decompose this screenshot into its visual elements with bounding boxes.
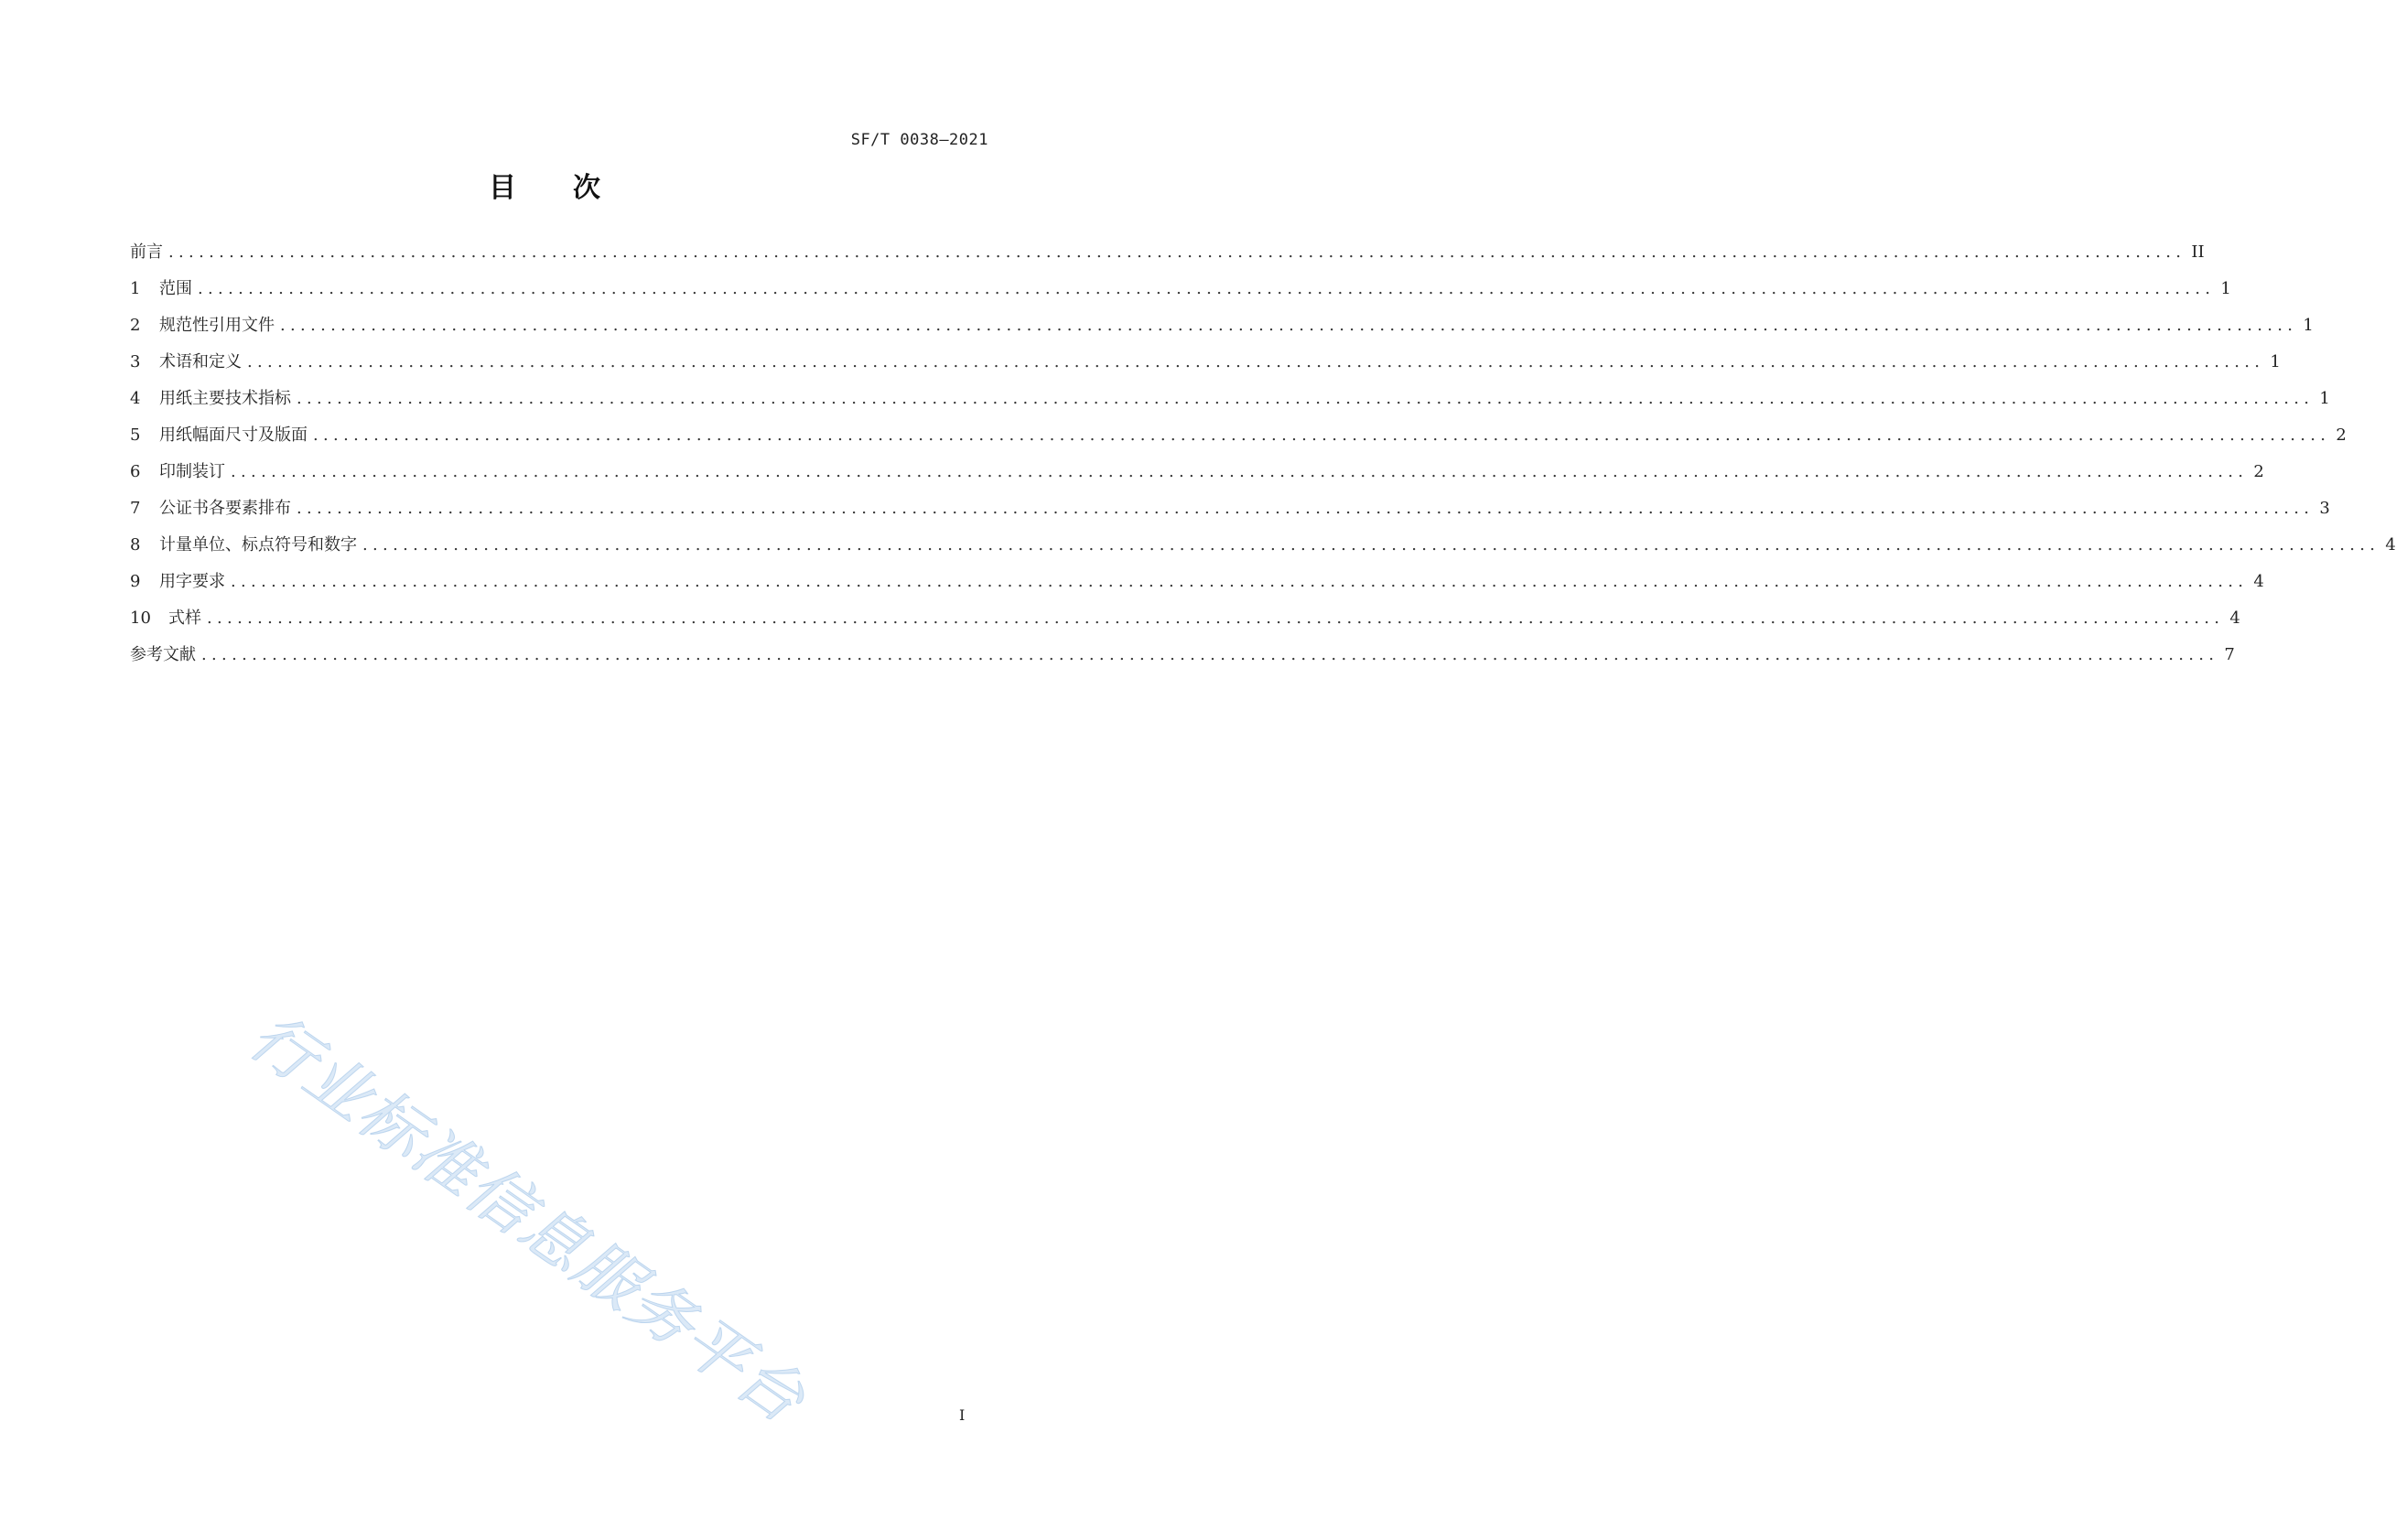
watermark: 行业标准信息服务平台 (236, 998, 820, 1438)
table-of-contents (130, 242, 2396, 682)
toc-leader-dots: ........................................................................................................................................................................................................ (247, 352, 2265, 372)
toc-entry-label: 印制装订 (159, 462, 225, 481)
toc-entry-page: 2 (2336, 425, 2347, 445)
toc-leader-dots: ........................................................................................................................................................................................................ (168, 242, 2186, 262)
toc-entry-label: 用纸幅面尺寸及版面 (159, 425, 308, 445)
toc-entry-page: 7 (2224, 645, 2235, 664)
toc-entry-label: 参考文献 (130, 645, 196, 664)
toc-leader-dots: ........................................................................................................................................................................................................ (297, 389, 2315, 408)
toc-entry-number: 3 (130, 352, 141, 372)
toc-leader-dots: ........................................................................................................................................................................................................ (198, 279, 2216, 298)
toc-entry-8[interactable] (130, 535, 2396, 572)
toc-entry-5[interactable] (130, 425, 2347, 462)
toc-entry-7[interactable] (130, 499, 2330, 535)
toc-leader-dots: ........................................................................................................................................................................................................ (313, 425, 2331, 445)
toc-entry-3[interactable] (130, 352, 2281, 389)
toc-entry-label: 计量单位、标点符号和数字 (159, 535, 357, 555)
toc-entry-page: 1 (2303, 316, 2314, 335)
toc-leader-dots: ........................................................................................................................................................................................................ (207, 608, 2225, 628)
toc-entry-number: 9 (130, 572, 141, 591)
toc-entry-page: 1 (2270, 352, 2281, 372)
toc-entry-page: 1 (2220, 279, 2231, 298)
toc-entry-page: 4 (2229, 608, 2240, 628)
toc-entry-page: 4 (2385, 535, 2396, 555)
toc-entry-page: 2 (2253, 462, 2264, 481)
page-title: 目次 (489, 172, 657, 204)
toc-entry-label: 用纸主要技术指标 (159, 389, 291, 408)
toc-leader-dots: ........................................................................................................................................................................................................ (231, 572, 2249, 591)
toc-entry-number: 7 (130, 499, 141, 518)
toc-entry-page: 1 (2319, 389, 2330, 408)
toc-entry-label: 范围 (159, 279, 192, 298)
toc-entry-foreword[interactable] (130, 242, 2205, 279)
toc-leader-dots: ........................................................................................................................................................................................................ (280, 316, 2298, 335)
toc-entry-1[interactable] (130, 279, 2231, 316)
toc-leader-dots: ........................................................................................................................................................................................................ (201, 645, 2219, 664)
toc-entry-bibliography[interactable] (130, 645, 2235, 682)
toc-entry-2[interactable] (130, 316, 2314, 352)
toc-entry-page: 4 (2253, 572, 2264, 591)
toc-entry-label: 规范性引用文件 (159, 316, 275, 335)
toc-leader-dots: ........................................................................................................................................................................................................ (362, 535, 2380, 555)
toc-entry-number: 1 (130, 279, 141, 298)
toc-entry-label: 用字要求 (159, 572, 225, 591)
page-number: I (959, 1406, 966, 1424)
toc-entry-page: 3 (2319, 499, 2330, 518)
toc-entry-page: II (2191, 242, 2205, 262)
toc-entry-label: 式样 (168, 608, 201, 628)
toc-entry-label: 术语和定义 (159, 352, 242, 372)
toc-entry-9[interactable] (130, 572, 2264, 608)
toc-entry-6[interactable] (130, 462, 2264, 499)
toc-entry-label: 前言 (130, 242, 163, 262)
toc-entry-number: 4 (130, 389, 141, 408)
toc-entry-10[interactable] (130, 608, 2240, 645)
toc-entry-number: 5 (130, 425, 141, 445)
toc-leader-dots: ........................................................................................................................................................................................................ (231, 462, 2249, 481)
toc-entry-4[interactable] (130, 389, 2330, 425)
toc-entry-number: 6 (130, 462, 141, 481)
toc-entry-number: 8 (130, 535, 141, 555)
document-code: SF/T 0038—2021 (850, 131, 988, 149)
toc-entry-number: 10 (130, 608, 151, 628)
toc-entry-label: 公证书各要素排布 (159, 499, 291, 518)
toc-leader-dots: ........................................................................................................................................................................................................ (297, 499, 2315, 518)
toc-entry-number: 2 (130, 316, 141, 335)
